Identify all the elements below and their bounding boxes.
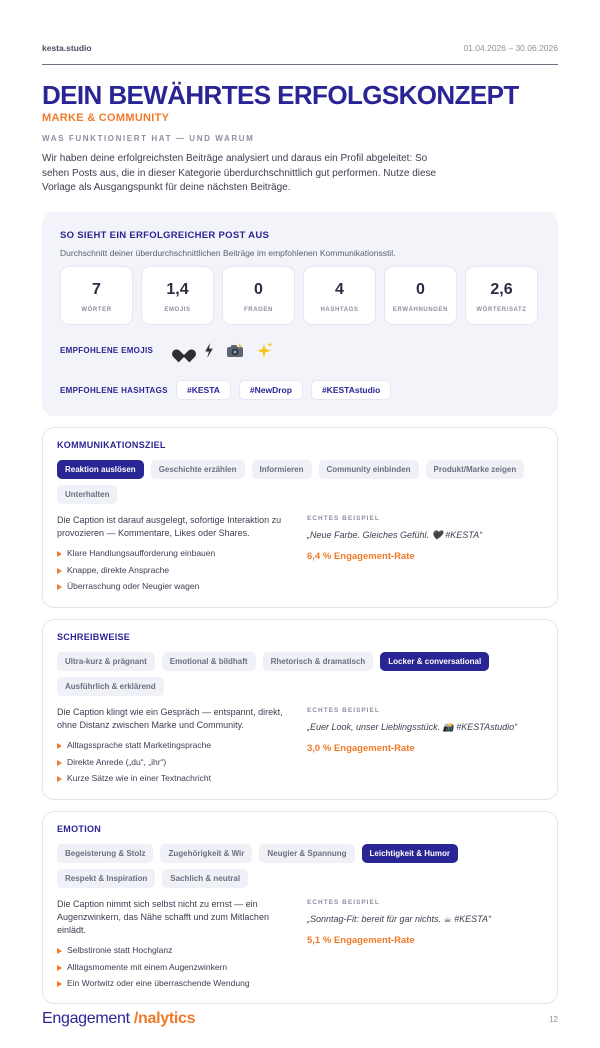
successful-post-summary: [42, 212, 558, 416]
engagement-rate: 6,4 % Engagement-Rate: [307, 551, 415, 562]
stat-label: EMOJIS: [164, 307, 191, 313]
emotion-options: [57, 844, 537, 888]
camera-flash-icon: [226, 343, 244, 358]
summary-subtitle: Durchschnitt deiner überdurchschnittlichen Beiträge im empfohlenen Kommunikationsstil.: [60, 248, 396, 258]
goal-card: [42, 427, 558, 608]
emotion-option: Sachlich & neutral: [162, 869, 248, 888]
stat-value: 0: [416, 281, 425, 298]
style-title: SCHREIBWEISE: [57, 632, 131, 642]
style-option: Emotional & bildhaft: [162, 652, 256, 671]
black-heart-icon: [176, 343, 192, 357]
tip-item: Knappe, direkte Ansprache: [57, 565, 297, 582]
emotion-description: Die Caption nimmt sich selbst nicht zu ernst — ein Augenzwinkern, das Nähe schafft und zum Mitlachen einlädt.: [57, 899, 269, 935]
tip-item: Kurze Sätze wie in einer Textnachricht: [57, 773, 297, 790]
page-title: DEIN BEWÄHRTES ERFOLGSKONZEPT: [42, 80, 519, 110]
tip-item: Klare Handlungsaufforderung einbauen: [57, 548, 297, 565]
hashtag-chip: #NewDrop: [239, 380, 303, 400]
goal-option: Community einbinden: [319, 460, 419, 479]
stat-words-per-sentence: [465, 266, 538, 325]
example-label: ECHTES BEISPIEL: [307, 515, 380, 522]
stat-hashtags: [303, 266, 376, 325]
hashtag-chip: #KESTAstudio: [311, 380, 391, 400]
example-label: ECHTES BEISPIEL: [307, 899, 380, 906]
logo-part: nalytics: [138, 1010, 196, 1027]
tip-item: Alltagssprache statt Marketingsprache: [57, 740, 297, 757]
style-tips: [57, 740, 297, 790]
stat-label: WÖRTER/SATZ: [476, 307, 527, 313]
stat-label: HASHTAGS: [320, 307, 359, 313]
recommended-hashtags: [60, 380, 399, 400]
goal-options: [57, 460, 537, 504]
example-label: ECHTES BEISPIEL: [307, 707, 380, 714]
tip-item: Alltagsmomente mit einem Augenzwinkern: [57, 962, 297, 979]
stat-words: [60, 266, 133, 325]
recommended-emojis: [60, 340, 285, 360]
style-example: [307, 707, 547, 754]
emotion-option: Respekt & Inspiration: [57, 869, 155, 888]
goal-option-selected: Reaktion auslösen: [57, 460, 144, 479]
tip-item: Ein Wortwitz oder eine überraschende Wendung: [57, 978, 297, 995]
page-header: [42, 43, 558, 65]
stat-value: 0: [254, 281, 263, 298]
goal-option: Produkt/Marke zeigen: [426, 460, 525, 479]
stat-questions: [222, 266, 295, 325]
goal-tips: [57, 548, 297, 598]
goal-option: Informieren: [252, 460, 312, 479]
section-kicker: WAS FUNKTIONIERT HAT — UND WARUM: [42, 134, 255, 143]
stats-row: [60, 266, 538, 325]
emotion-title: EMOTION: [57, 824, 102, 834]
lightning-icon: [204, 343, 214, 358]
emotion-example: [307, 899, 547, 946]
stat-value: 2,6: [490, 281, 513, 298]
stat-value: 7: [92, 281, 101, 298]
hashtag-chip: #KESTA: [176, 380, 231, 400]
emotion-option-selected: Leichtigkeit & Humor: [362, 844, 458, 863]
stat-label: ERWÄHNUNGEN: [392, 307, 449, 313]
brand-name: kesta.studio: [42, 43, 92, 53]
tip-item: Direkte Anrede („du“, „ihr“): [57, 757, 297, 774]
goal-option: Geschichte erzählen: [151, 460, 245, 479]
tip-item: Selbstironie statt Hochglanz: [57, 945, 297, 962]
goal-example: [307, 515, 547, 562]
page-number: 12: [549, 1015, 558, 1024]
goal-option: Unterhalten: [57, 485, 117, 504]
example-quote: „Neue Farbe. Gleiches Gefühl. 🖤 #KESTA“: [307, 530, 483, 540]
style-option: Ausführlich & erklärend: [57, 677, 164, 696]
stat-value: 1,4: [166, 281, 189, 298]
goal-description: Die Caption ist darauf ausgelegt, sofortige Interaktion zu provozieren — Kommentare, Likes oder Shares.: [57, 515, 282, 538]
page-subtitle: MARKE & COMMUNITY: [42, 112, 170, 124]
emotion-card: [42, 811, 558, 1004]
stat-value: 4: [335, 281, 344, 298]
example-quote: „Sonntag-Fit: bereit für gar nichts. ☕ #KESTA“: [307, 914, 491, 924]
emotion-tips: [57, 945, 297, 995]
emojis-label: EMPFOHLENE EMOJIS: [60, 345, 154, 355]
intro-text: Wir haben deine erfolgreichsten Beiträge analysiert und daraus ein Profil abgeleitet: So sehen Posts aus, die in dieser Kategorie überdurchschnittlich gut performen. Nutze diese Vorlage als Ausgangspunkt für deine nächsten Beiträge.: [42, 153, 437, 193]
style-card: [42, 619, 558, 800]
tip-item: Überraschung oder Neugier wagen: [57, 581, 297, 598]
example-quote: „Euer Look, unser Lieblingsstück. 📸 #KESTAstudio“: [307, 722, 518, 732]
emotion-option: Zugehörigkeit & Wir: [160, 844, 252, 863]
date-range: 01.04.2026 – 30.06.2026: [463, 43, 558, 53]
logo-part: Engagement: [42, 1010, 134, 1027]
stat-mentions: [384, 266, 457, 325]
engagement-rate: 5,1 % Engagement-Rate: [307, 935, 415, 946]
style-options: [57, 652, 537, 696]
summary-title: SO SIEHT EIN ERFOLGREICHER POST AUS: [60, 230, 270, 241]
stat-emojis: [141, 266, 214, 325]
emotion-option: Begeisterung & Stolz: [57, 844, 153, 863]
hashtags-label: EMPFOHLENE HASHTAGS: [60, 385, 168, 395]
footer-logo: [42, 1010, 195, 1028]
engagement-rate: 3,0 % Engagement-Rate: [307, 743, 415, 754]
style-option: Rhetorisch & dramatisch: [263, 652, 374, 671]
style-option-selected: Locker & conversational: [380, 652, 489, 671]
style-option: Ultra-kurz & prägnant: [57, 652, 155, 671]
goal-title: KOMMUNIKATIONSZIEL: [57, 440, 166, 450]
logo-slash: /: [133, 1010, 139, 1027]
style-description: Die Caption klingt wie ein Gespräch — entspannt, direkt, ohne Distanz zwischen Marke und Community.: [57, 707, 283, 730]
emotion-option: Neugier & Spannung: [259, 844, 354, 863]
stat-label: WÖRTER: [81, 307, 112, 313]
stat-label: FRAGEN: [244, 307, 273, 313]
sparkles-icon: [256, 342, 273, 359]
